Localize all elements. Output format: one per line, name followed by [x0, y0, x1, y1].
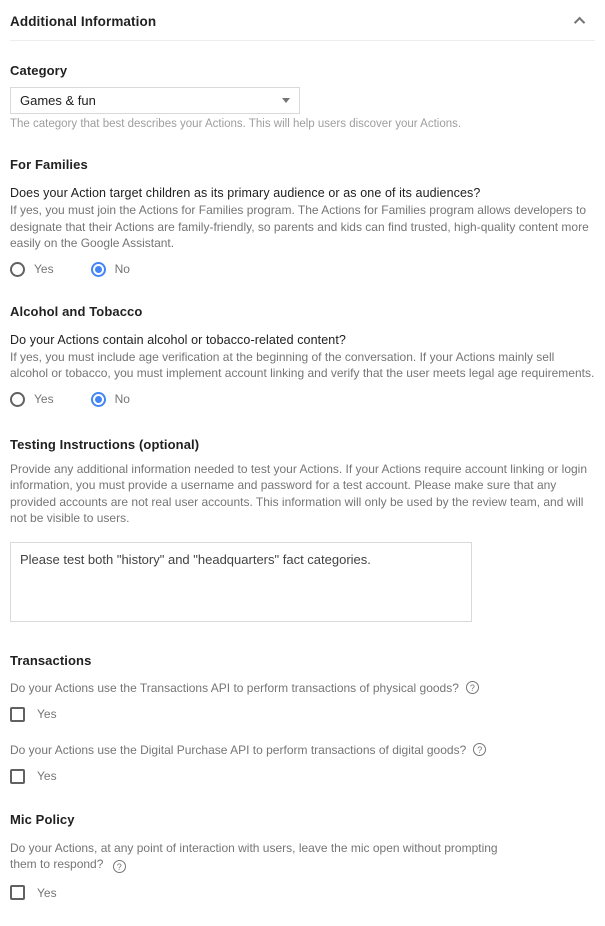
transactions-physical-checkbox[interactable]	[10, 707, 595, 722]
radio-selected-icon	[91, 262, 106, 277]
alcohol-tobacco-helper-text: If yes, you must include age verification at the beginning of the conversation. If your Actions mainly sell alcohol or tobacco, you must implement account linking and verify that the user meets legal age requirements.	[10, 349, 595, 380]
help-icon[interactable]: ?	[466, 681, 479, 694]
for-families-radio-yes[interactable]	[10, 262, 54, 277]
testing-instructions-description: Provide any additional information needed to test your Actions. If your Actions require account linking or login information, you must provide a username and password for a test account. Please make sure that any provided accounts are not real user accounts. This information will only be used by the review team, and will not be visible to users.	[10, 461, 588, 525]
help-icon[interactable]: ?	[113, 860, 126, 873]
chevron-up-icon	[574, 17, 585, 28]
transactions-heading: Transactions	[10, 652, 92, 668]
collapse-section-button[interactable]	[569, 12, 593, 30]
testing-instructions-textarea[interactable]	[10, 542, 472, 622]
category-label: Category	[10, 63, 68, 78]
alcohol-tobacco-question: Do your Actions contain alcohol or tobacco-related content?	[10, 332, 346, 347]
for-families-helper-text: If yes, you must join the Actions for Families program. The Actions for Families program allows developers to designate that their Actions are family-friendly, so parents and kids can find trusted, high-quality content more easily on the Google Assistant.	[10, 203, 589, 250]
transactions-physical-question: Do your Actions use the Transactions API to perform transactions of physical goods?	[10, 680, 459, 695]
transactions-physical-question-row	[10, 681, 595, 695]
radio-unselected-icon	[10, 262, 25, 277]
category-helper-text: The category that best describes your Actions. This will help users discover your Actions.	[10, 118, 462, 130]
alcohol-tobacco-heading: Alcohol and Tobacco	[10, 303, 143, 319]
category-select-value: Games & fun	[20, 93, 96, 108]
panel-header	[10, 0, 595, 41]
radio-no-label: No	[114, 262, 130, 276]
transactions-digital-question-row	[10, 743, 595, 757]
alcohol-tobacco-radio-yes[interactable]	[10, 392, 54, 407]
radio-selected-icon	[91, 392, 106, 407]
for-families-radio-group	[10, 262, 595, 277]
checkbox-label: Yes	[37, 885, 57, 900]
mic-policy-checkbox[interactable]	[10, 885, 595, 900]
transactions-digital-question: Do your Actions use the Digital Purchase API to perform transactions of digital goods?	[10, 742, 467, 757]
alcohol-tobacco-radio-no[interactable]	[91, 392, 130, 407]
alcohol-tobacco-radio-group	[10, 392, 595, 407]
for-families-radio-no[interactable]	[91, 262, 130, 277]
radio-yes-label: Yes	[34, 262, 54, 276]
mic-policy-question: Do your Actions, at any point of interaction with users, leave the mic open without prompting them to respond?	[10, 840, 498, 871]
transactions-digital-checkbox[interactable]	[10, 769, 595, 784]
checkbox-unchecked-icon	[10, 885, 25, 900]
radio-yes-label: Yes	[34, 392, 54, 406]
for-families-heading: For Families	[10, 157, 88, 172]
testing-instructions-heading: Testing Instructions (optional)	[10, 436, 200, 452]
caret-down-icon	[282, 98, 290, 103]
radio-no-label: No	[114, 392, 130, 406]
for-families-question: Does your Action target children as its primary audience or as one of its audiences?	[10, 186, 481, 200]
mic-policy-question-row	[10, 840, 510, 874]
checkbox-label: Yes	[37, 769, 57, 783]
category-select[interactable]	[10, 87, 300, 114]
panel-title: Additional Information	[10, 13, 157, 29]
help-icon[interactable]: ?	[473, 743, 486, 756]
mic-policy-heading: Mic Policy	[10, 811, 75, 827]
radio-unselected-icon	[10, 392, 25, 407]
checkbox-unchecked-icon	[10, 707, 25, 722]
checkbox-unchecked-icon	[10, 769, 25, 784]
checkbox-label: Yes	[37, 707, 57, 721]
